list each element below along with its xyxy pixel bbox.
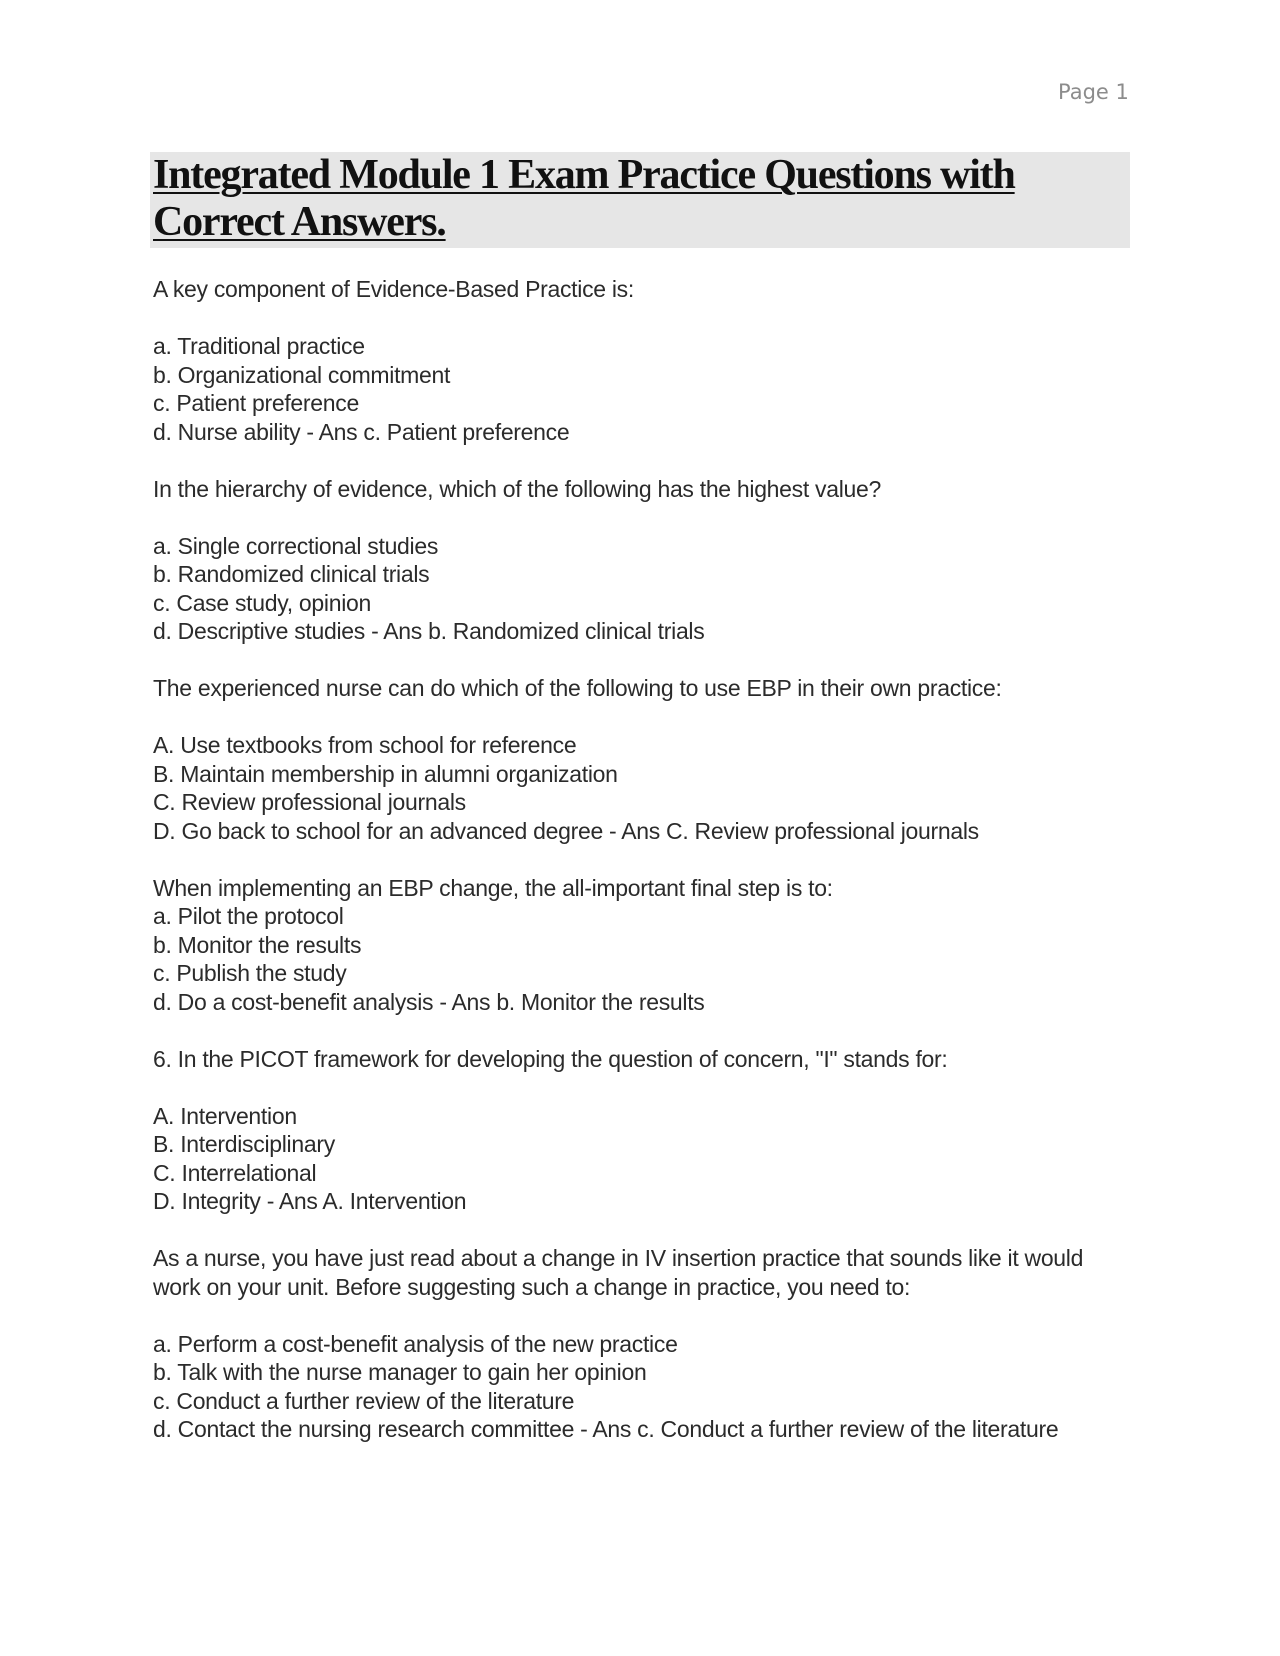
answer-option: b. Randomized clinical trials bbox=[153, 561, 430, 587]
answer-options bbox=[153, 1102, 1113, 1216]
answer-option: c. Case study, opinion bbox=[153, 589, 371, 616]
question-stem: As a nurse, you have just read about a change in IV insertion practice that sounds like it would work on your unit. Before suggesting such a change in practice, you need to: bbox=[153, 1245, 1084, 1300]
answer-option: c. Conduct a further review of the literature bbox=[153, 1387, 575, 1414]
answer-option: D. Integrity - Ans A. Intervention bbox=[153, 1188, 467, 1214]
answer-option: B. Maintain membership in alumni organization bbox=[153, 760, 618, 787]
question-block bbox=[153, 1045, 1113, 1216]
question-block bbox=[153, 275, 1113, 446]
answer-options bbox=[153, 902, 1113, 1016]
answer-option: a. Perform a cost-benefit analysis of the new practice bbox=[153, 1330, 678, 1357]
answer-option: C. Review professional journals bbox=[153, 789, 466, 815]
answer-option: b. Organizational commitment bbox=[153, 361, 451, 388]
answer-option: C. Interrelational bbox=[153, 1159, 317, 1186]
question-list bbox=[153, 275, 1113, 1472]
answer-option: a. Traditional practice bbox=[153, 333, 365, 359]
answer-option: A. Intervention bbox=[153, 1102, 297, 1129]
question-stem: When implementing an EBP change, the all-important final step is to: bbox=[153, 874, 833, 901]
answer-option: d. Do a cost-benefit analysis - Ans b. Monitor the results bbox=[153, 988, 705, 1015]
answer-option: D. Go back to school for an advanced degree - Ans C. Review professional journals bbox=[153, 817, 979, 844]
answer-option: c. Patient preference bbox=[153, 390, 359, 416]
question-stem: 6. In the PICOT framework for developing the question of concern, "I" stands for: bbox=[153, 1045, 948, 1072]
answer-option: d. Nurse ability - Ans c. Patient preference bbox=[153, 418, 570, 445]
question-block bbox=[153, 674, 1113, 845]
question-stem: A key component of Evidence-Based Practice is: bbox=[153, 276, 634, 302]
answer-options bbox=[153, 332, 1113, 446]
answer-options bbox=[153, 532, 1113, 646]
answer-option: A. Use textbooks from school for reference bbox=[153, 732, 577, 758]
answer-option: b. Talk with the nurse manager to gain her opinion bbox=[153, 1359, 647, 1385]
question-block bbox=[153, 1244, 1113, 1444]
document-title: Integrated Module 1 Exam Practice Questions with Correct Answers. bbox=[153, 152, 1015, 245]
answer-option: d. Descriptive studies - Ans b. Randomized clinical trials bbox=[153, 618, 705, 644]
answer-option: b. Monitor the results bbox=[153, 931, 362, 958]
answer-option: c. Publish the study bbox=[153, 960, 347, 986]
question-stem: In the hierarchy of evidence, which of the following has the highest value? bbox=[153, 475, 882, 502]
answer-options bbox=[153, 731, 1113, 845]
page-number: Page 1 bbox=[1058, 80, 1129, 104]
answer-options bbox=[153, 1330, 1113, 1444]
question-block bbox=[153, 475, 1113, 646]
question-block bbox=[153, 874, 1113, 1017]
answer-option: B. Interdisciplinary bbox=[153, 1131, 335, 1157]
answer-option: a. Pilot the protocol bbox=[153, 903, 344, 929]
answer-option: a. Single correctional studies bbox=[153, 532, 439, 559]
answer-option: d. Contact the nursing research committee - Ans c. Conduct a further review of the literature bbox=[153, 1416, 1059, 1442]
question-stem: The experienced nurse can do which of the following to use EBP in their own practice: bbox=[153, 675, 1002, 701]
